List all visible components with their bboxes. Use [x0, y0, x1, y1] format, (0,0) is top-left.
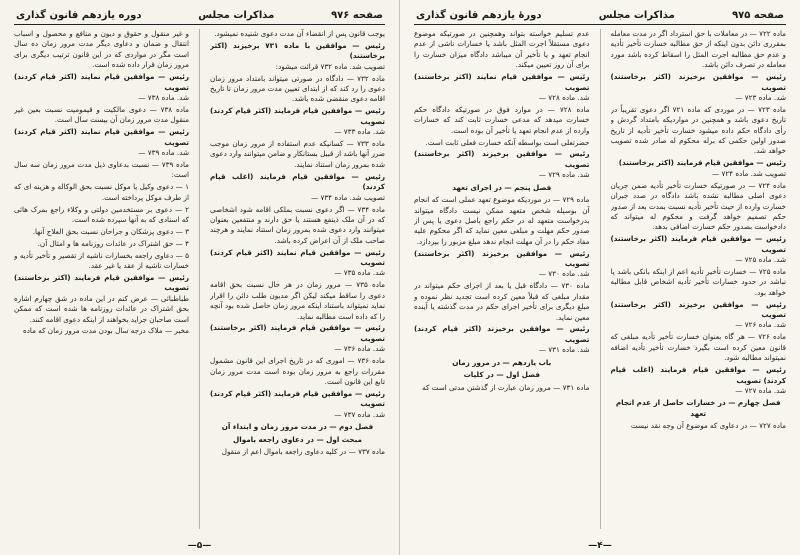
paragraph: ماده ۷۲۴ — در صورتیکه خسارت تأخیر تأدیه ضمن جریان دعوی اصلی مطالبه نشده باشد دادگاه در صدد جبران خسارت وارده از حیث تأخیر تأدیه نسبت بمدت بعد از صدور حکم تصمیم خواهد گرفت و محکوم له میتواند که دادخواست بصدور حکم خسارت اضافی بدهد.: [610, 180, 786, 232]
left-page-folio: —۵—: [187, 541, 212, 551]
left-page-col-left: [14, 29, 189, 529]
paragraph: یوجب قانون پس از انقضاء آن مدت دعوی شنیده نمیشود.: [214, 29, 385, 38]
right-page-col-right: [611, 29, 787, 529]
section-heading: فصل پنجم — در اجرای تعهد: [452, 182, 552, 192]
paragraph: شد. ماده ۷۲۶ —: [735, 320, 786, 330]
paragraph: ۵ — دعاوی راجعه بخسارات ناشیه از تقصیر و تأخیر تأدیه و خسارات ناشیه از عقد یا غیر عقد.: [14, 250, 189, 271]
right-page-header: [414, 10, 786, 24]
vote-line: رئیس — موافقین قیام فرمایند (اغلب قیام کردند) تصویب: [610, 365, 786, 385]
paragraph: شد. ماده ۷۳۵ —: [334, 268, 385, 278]
vote-line: رئیس — موافقین قیام نمایند (اکثر برخاستند) تصویب: [414, 72, 590, 92]
right-header-title: دورهٔ یازدهم قانون گذاری: [416, 10, 542, 21]
vote-line: رئیس — موافقین قیام فرمایند (اغلب قیام کردند): [210, 171, 385, 192]
paragraph: ماده ۷۳۹ — نسبت بدعاوی ذیل مدت مرور زمان سه سال است:: [14, 159, 189, 180]
paragraph: حضرتعلی است بواسطه آنکه خسارت فعلی ثابت است.: [425, 137, 590, 147]
vote-line: رئیس — موافقین قیام فرمایند (اکثر برخاستند): [618, 158, 786, 168]
paragraph: ماده ۷۲۶ — هر گاه بعنوان خسارت تأخیر تأدیه مبلغی که قانون معین کرده است بگیرد خسارت تأخیر تأدیه اضافه نمیتواند مطالبه شود.: [610, 332, 786, 363]
vote-line: رئیس — موافقین قیام نمایند (اکثر قیام کردند) تصویب: [14, 127, 189, 147]
column-divider: [199, 29, 200, 529]
paragraph: تصویب شد. ماده ۷۳۲ قرائت میشود:: [275, 61, 385, 71]
paragraph: شد. ماده ۷۲۵ —: [735, 255, 786, 265]
vote-line: رئیس — موافقین قیام فرمایند (اکثر برخاستند) تصویب: [210, 323, 385, 343]
vote-line: رئیس — موافقین برخیزند (اکثر قیام کردند) تصویب: [414, 324, 590, 344]
right-page-folio: —۴—: [588, 541, 612, 551]
vote-line: رئیس — موافقین برخیزند (اکثر برخاستند) تصویب: [414, 149, 590, 169]
section-heading: باب یازدهم — در مرور زمان: [452, 357, 552, 367]
paragraph: ماده ۷۳۸ — دعوی مالکیت و قیمومیت نسبت بعین غیر منقول مدت مرور زمان آن بیست سال است.: [14, 104, 189, 125]
paragraph: ماده ۷۳۱ — مرور زمان عبارت از گذشتن مدتی است که: [422, 382, 590, 392]
paragraph: و غیر منقول و حقوق و دیون و منافع و محصول و اسباب انتقال و ضمان و دعاوی دیگر مدت مرور زمان ده سال است مگر در مواردی که در این قانون ترتیب دیگری برای مرور زمان قرار داده شده است.: [14, 29, 189, 70]
paragraph: ماده ۷۲۷ — در دعاوی که موضوع آن وجه نقد نیست: [630, 421, 786, 431]
column-divider: [600, 29, 601, 529]
paragraph: ماده ۷۳۶ — اموری که در تاریخ اجرای این قانون مشمول مقررات راجع به مرور زمان بوده است مدت مرور زمان تابع این قانون است.: [210, 356, 385, 386]
header-rule: [414, 24, 786, 25]
paragraph: ماده ۷۲۳ — در موردی که ماده ۷۲۱ اگر دعوی تقریباً در تاریخ دعوی باشد و همچنین در مواردیکه بامتداد گردش و رأی دادگاه حکم داده میشود خسارت تأخیر تأدیه از تاریخ صدور اولین حکمی که برله محکوم له صادر شده تصویب خواهد شد.: [610, 104, 786, 156]
paragraph: شد. ماده ۷۳۰ —: [538, 269, 590, 279]
paragraph: ماده ۷۲۹ — در موردیکه موضوع تعهد عملی است که انجام آن بوسیله شخص متعهد ممکن نیست دادگاه میتواند بدرخواست متعهد له در حکم راجع باصل دعوی یا پس از صدور حکم مهلت و مبلغی معین نماید که اگر محکوم علیه مفاد حکم را در آن مهلت انجام ندهد مبلغ مزبور را بپردازد.: [414, 195, 590, 246]
vote-line: رئیس — موافقین برخیزند (اکثر برخاستند) تصویب: [610, 72, 786, 92]
paragraph: ماده ۷۳۴ — اگر دعوی نسبت بملکی اقامه شود اشخاصی که در آن ملک ذینفع هستند یا حق دارند و منتفعین بعنوان میتوانند وارد دعوی شده بمرور زمان استناد نمایند و هرچند صاحب ملک از آن اعراض کرده باشد.: [210, 204, 385, 245]
right-page: [400, 0, 800, 555]
section-heading: فصل دوم — در مدت مرور زمان و ابتداء آن: [221, 422, 374, 432]
paragraph: مخبر — ملاک درجه سال بودن مدت مرور زمان که ماده: [22, 326, 189, 336]
paragraph: عدم تسلیم خواسته بتواند وهمچنین در صورتیکه موضوع دعوی مستقلاً اجرت المثل باشد یا خسارات ناشی از عدم انجام تعهد و یا تأخیر آن میباشد دادگاه میزان خسارت را برای آن روز تعیین میکند.: [414, 29, 590, 70]
left-header-section: مذاکرات مجلس: [198, 10, 275, 21]
paragraph: تصویب شد. ماده ۷۲۴ —: [711, 168, 786, 178]
vote-line: رئیس — موافقین برخیزند (اکثر برخاستند) تصویب: [414, 248, 590, 269]
left-header-page-number: صفحه ۹۷۶: [331, 10, 383, 21]
paragraph: شد. ماده ۷۳۶ —: [334, 344, 385, 354]
paragraph: شد. ماده ۷۲۹ —: [538, 170, 590, 180]
vote-line: رئیس — موافقین با ماده ۷۳۱ برخیزند (اکثر برخاستند): [210, 40, 385, 61]
paragraph: شد. ماده ۷۳۷ —: [334, 409, 385, 419]
header-rule: [14, 24, 385, 25]
paragraph: طباطبائی — عرض کنم در این ماده در شق چهارم اشاره بحق اشتراک در عائدات روزنامه ها شده است که ممکن است صاحبان جراید بخواهند از اینکه دعوی اقامه کنند.: [14, 293, 189, 324]
left-page-columns: [14, 29, 385, 529]
left-page-header: [14, 10, 385, 24]
paragraph: ۲ — دعوی بر مستخدمین دولتی و وکلاء راجع بمرک هائی که اسنادی که به آنها سپرده شده است.: [14, 204, 189, 224]
paragraph: ماده ۷۳۰ — دادگاه قبل یا بعد از اجرای حکم میتواند در مقدار مبلغی که قبلاً معین کرده است تجدید نظر نموده و مبلغ دیگری برای تأخیر اجرای حکم در مدت گذشته یا آینده معین نماید.: [414, 281, 590, 322]
paragraph: شد. ماده ۷۲۳ —: [735, 92, 786, 102]
vote-line: رئیس — موافقین قیام نمایند (اکثر قیام کردند) تصویب: [210, 247, 385, 268]
vote-line: رئیس — موافقین قیام نمایند (اکثر قیام کردند) تصویب: [14, 72, 189, 92]
vote-line: رئیس — موافقین قیام فرمایند (اکثر برخاستند) تصویب: [610, 234, 786, 254]
paragraph: تصویب شد. ماده ۷۳۴ —: [310, 192, 385, 202]
section-heading: مبحث اول — در دعاوی راجعه باموال: [233, 434, 362, 444]
vote-line: رئیس — موافقین برخیزند (اکثر برخاستند) تصویب: [610, 299, 786, 320]
section-heading: فصل اول — در کلیات: [463, 370, 540, 380]
paragraph: شد. ماده ۷۲۸ —: [538, 92, 590, 102]
paragraph: ماده ۷۳۵ — مرور زمان در هر حال نسبت بحق اقامه دعوی را ساقط میکند لیکن اگر مدیون طلب دائن را اقرار نماید نمیتواند باستناد اینکه مرور زمان حاصل شده بود آنچه را که داده است مطالبه نماید.: [210, 280, 385, 321]
paragraph: ۴ — حق اشتراک در عائدات روزنامه ها و امثال آن.: [37, 238, 189, 248]
vote-line: رئیس — موافقین قیام فرمایند (اکثر قیام کردند) تصویب: [210, 106, 385, 126]
left-header-title: دوره یازدهم قانون گذاری: [16, 10, 142, 21]
paragraph: شد. ماده ۷۳۸ —: [138, 92, 189, 102]
right-header-page-number: صفحه ۹۷۵: [732, 10, 784, 21]
left-page-col-right: [210, 29, 385, 529]
paragraph: شد. ماده ۷۳۳ —: [334, 127, 385, 137]
paragraph: ماده ۷۲۲ — در معاملات با حق استرداد اگر در مدت معامله بمقرری دائن بدون اینکه از حق مطالبه خسارت تأخیر تأدیه و عدم حق مطالبه اجرت المثل را اسقاط کرده باشد مورد معامله در تصرف دائن باشد.: [610, 29, 786, 70]
paragraph: ماده ۷۳۳ — کسانیکه عدم استفاده از مرور زمان موجب ضرر آنها باشد از قبیل بستانکار و ضامن میتوانند وارد دعوی شده بمرور زمان استناد نمایند.: [210, 139, 385, 169]
paragraph: ماده ۷۳۲ — دادگاه در صورتی میتواند بامتداد مرور زمان دعوی را رد کند که از ابتدای تعیین مدت مرور زمان تا تاریخ اقامه دعوی منقضی شده باشد.: [210, 73, 385, 104]
paragraph: ۳ — دعوی پزشکان و جراحان نسبت بحق العلاج آنها.: [32, 226, 189, 236]
paragraph: شد. ماده ۷۲۷ —: [735, 385, 786, 395]
right-header-section: مذاکرات مجلس: [598, 10, 675, 21]
paragraph: ماده ۷۳۷ — در کلیه دعاوی راجعه باموال اعم از منقول: [221, 446, 385, 456]
section-heading: فصل چهارم — در خسارات حاصل از عدم انجام تعهد: [615, 398, 781, 418]
right-page-columns: [414, 29, 786, 529]
paragraph: ۱ — دعوی وکیل یا موکل نسبت بحق الوکاله و هزینه ای که از طرف موکل پرداخته است.: [14, 182, 189, 202]
vote-line: رئیس — موافقین قیام فرمایند (اکثر قیام کردند) تصویب: [210, 388, 385, 409]
paragraph: ماده ۷۲۸ — در موارد فوق در صورتیکه دادگاه حکم خسارت میدهد که مدعی خسارت ثابت کند که خسارات وارده از عدم انجام تعهد یا تأخیر آن بوده است.: [414, 104, 590, 135]
vote-line: رئیس — موافقین قیام فرمایند (اکثر برخاستند) تصویب: [14, 272, 189, 293]
right-page-col-left: [414, 29, 590, 529]
paragraph: ماده ۷۲۵ — خسارت تأخیر تأدیه اعم از اینکه بانکی باشد یا نباشد در حدود خسارات تأخیر تأدیه اشخاص قابل مطالبه خواهد بود.: [610, 266, 786, 297]
paragraph: شد. ماده ۷۳۹ —: [138, 147, 189, 157]
paragraph: شد. ماده ۷۳۱ —: [538, 345, 590, 355]
